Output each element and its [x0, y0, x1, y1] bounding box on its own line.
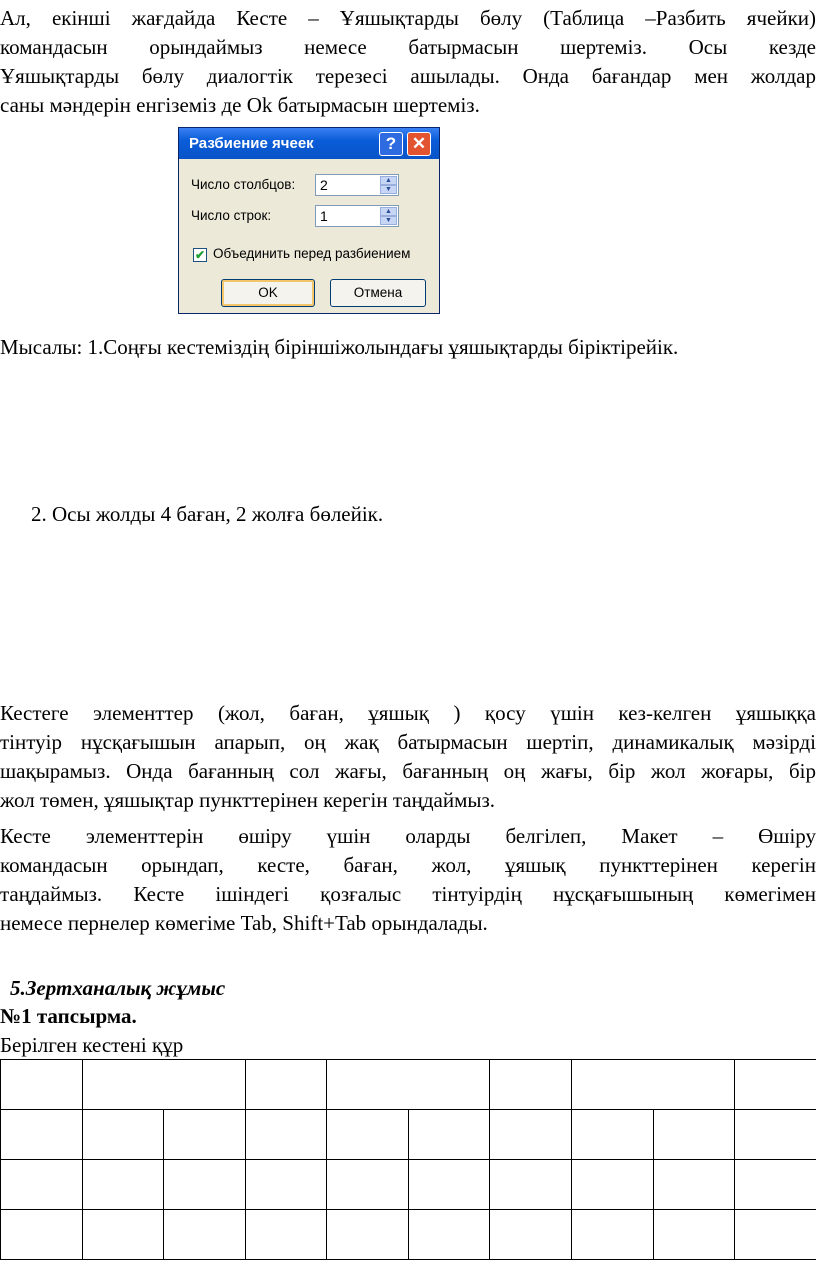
example-2: 2. Осы жолды 4 баған, 2 жолға бөлейік. — [31, 502, 384, 526]
table-cell[interactable] — [409, 1110, 490, 1160]
table-cell[interactable] — [654, 1110, 735, 1160]
table-cell[interactable] — [83, 1160, 164, 1210]
table-cell[interactable] — [735, 1160, 816, 1210]
dialog-title: Разбиение ячеек — [189, 135, 314, 152]
paragraph-line: Кестеге элементтер (жол, баған, ұяшық ) қосу үшін кез-келген ұяшыққа — [0, 701, 816, 725]
paragraph-line: шақырамыз. Онда бағанның сол жағы, бағанның оң жағы, бір жол жоғары, бір — [0, 759, 816, 783]
spin-up-icon[interactable]: ▲ — [380, 207, 397, 216]
table-cell[interactable] — [490, 1160, 572, 1210]
table-cell[interactable] — [246, 1160, 327, 1210]
table-row — [1, 1160, 816, 1210]
table-cell[interactable] — [83, 1060, 246, 1110]
table-cell[interactable] — [654, 1210, 735, 1260]
table-cell[interactable] — [1, 1110, 83, 1160]
delete-elements-paragraph — [0, 822, 816, 938]
table-cell[interactable] — [572, 1210, 654, 1260]
table-cell[interactable] — [164, 1210, 246, 1260]
task-text: Берілген кестені құр — [0, 1033, 184, 1057]
table-cell[interactable] — [572, 1160, 654, 1210]
table-cell[interactable] — [1, 1210, 83, 1260]
example-1: Мысалы: 1.Соңғы кестеміздің біріншіжолындағы ұяшықтарды біріктірейік. — [0, 335, 679, 359]
paragraph-line: таңдаймыз. Кесте ішіндегі қозғалыс тінтуірдің нұсқағышының көмегімен — [0, 882, 816, 906]
columns-spinner[interactable] — [315, 174, 399, 196]
intro-line: командасын орындаймыз немесе батырмасын шертеміз. Осы кезде — [0, 35, 816, 59]
table-cell[interactable] — [572, 1060, 735, 1110]
intro-paragraph — [0, 4, 816, 120]
table-cell[interactable] — [735, 1210, 816, 1260]
spin-down-icon[interactable]: ▼ — [380, 185, 397, 194]
table-cell[interactable] — [490, 1110, 572, 1160]
table-cell[interactable] — [164, 1160, 246, 1210]
paragraph-line: Кесте элементтерін өшіру үшін оларды белгілеп, Макет – Өшіру — [0, 824, 816, 848]
table-cell[interactable] — [490, 1210, 572, 1260]
table-cell[interactable] — [327, 1160, 409, 1210]
paragraph-line: немесе пернелер көмегіме Tab, Shift+Tab орындалады. — [0, 911, 488, 935]
paragraph-line: тінтуір нұсқағышын апарып, оң жақ батырмасын шертіп, динамикалық мәзірді — [0, 730, 816, 754]
table-cell[interactable] — [572, 1110, 654, 1160]
table-cell[interactable] — [327, 1060, 490, 1110]
table-cell[interactable] — [246, 1110, 327, 1160]
split-cells-dialog — [178, 127, 440, 314]
paragraph-line: жол төмен, ұяшықтар пункттерінен керегін таңдаймыз. — [0, 788, 496, 812]
table-cell[interactable] — [1, 1160, 83, 1210]
rows-value: 1 — [320, 208, 328, 224]
spin-up-icon[interactable]: ▲ — [380, 176, 397, 185]
intro-line: саны мәндерін енгіземіз де Ok батырмасын шертеміз. — [0, 93, 480, 117]
ok-button[interactable]: OK — [221, 279, 315, 307]
cancel-button[interactable]: Отмена — [330, 279, 426, 307]
spin-down-icon[interactable]: ▼ — [380, 216, 397, 225]
paragraph-line: командасын орындап, кесте, баған, жол, ұяшық пункттерінен керегін — [0, 853, 816, 877]
table-cell[interactable] — [1, 1060, 83, 1110]
table-cell[interactable] — [327, 1210, 409, 1260]
table-cell[interactable] — [735, 1060, 816, 1110]
intro-line: Ұяшықтарды бөлу диалогтік терезесі ашылады. Онда бағандар мен жолдар — [0, 64, 816, 88]
table-row — [1, 1060, 816, 1110]
intro-line: Ал, екінші жағдайда Кесте – Ұяшықтарды бөлу (Таблица –Разбить ячейки) — [0, 6, 816, 30]
table-cell[interactable] — [490, 1060, 572, 1110]
table-cell[interactable] — [409, 1210, 490, 1260]
columns-label: Число столбцов: — [191, 177, 296, 192]
section-heading: 5.Зертханалық жұмыс — [10, 976, 226, 1000]
columns-value: 2 — [320, 177, 328, 193]
table-cell[interactable] — [83, 1210, 164, 1260]
table-row — [1, 1210, 816, 1260]
rows-label: Число строк: — [191, 208, 272, 223]
table-row — [1, 1110, 816, 1160]
add-elements-paragraph — [0, 699, 816, 815]
table-cell[interactable] — [246, 1060, 327, 1110]
help-icon[interactable]: ? — [379, 132, 403, 156]
table-cell[interactable] — [83, 1110, 164, 1160]
table-cell[interactable] — [246, 1210, 327, 1260]
merge-checkbox[interactable]: ✔ — [194, 248, 206, 262]
dialog-titlebar — [179, 128, 439, 159]
task-heading: №1 тапсырма. — [0, 1004, 137, 1028]
rows-spinner[interactable] — [315, 205, 399, 227]
merge-label: Объединить перед разбиением — [213, 246, 411, 261]
table-cell[interactable] — [654, 1160, 735, 1210]
table-cell[interactable] — [735, 1110, 816, 1160]
close-icon[interactable]: ✕ — [407, 132, 431, 156]
exercise-table — [0, 1059, 816, 1260]
table-cell[interactable] — [409, 1160, 490, 1210]
table-cell[interactable] — [164, 1110, 246, 1160]
table-cell[interactable] — [327, 1110, 409, 1160]
